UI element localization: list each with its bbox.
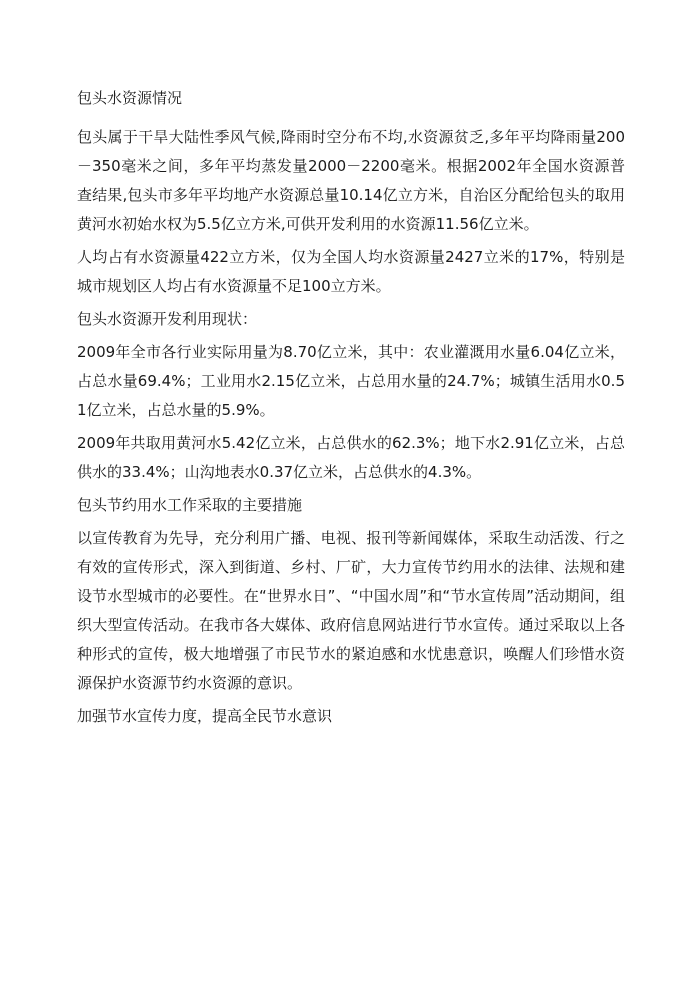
section-heading-utilization: 包头水资源开发利用现状： [77,310,258,328]
paragraph-climate-rainfall: 包头属于干旱大陆性季风气候,降雨时空分布不均,水资源贫乏,多年平均降雨量200－350毫米之间，多年平均蒸发量2000－2200毫米。根据2002年全国水资源普查结果,包头市多年平均地产水资源总量10.14亿立方米，自治区分配给包头的取用黄河水初始水权为5.5亿立方米,可供开发利用的水资源11.56亿立米。 [77,128,625,233]
paragraph-publicity: 以宣传教育为先导，充分利用广播、电视、报刊等新闻媒体，采取生动活泼、行之有效的宣传形式，深入到街道、乡村、厂矿，大力宣传节约用水的法律、法规和建设节水型城市的必要性。在“世界水日”、“中国水周”和“节水宣传周”活动期间，组织大型宣传活动。在我市各大媒体、政府信息网站进行节水宣传。通过采取以上各种形式的宣传，极大地增强了市民节水的紧迫感和水忧患意识，唤醒人们珍惜水资源保护水资源节约水资源的意识。 [77,529,625,692]
paragraph-per-capita-water: 人均占有水资源量422立方米，仅为全国人均水资源量2427立米的17%，特别是城市规划区人均占有水资源量不足100立方米。 [77,248,625,295]
paragraph-2009-supply: 2009年共取用黄河水5.42亿立米，占总供水的62.3%；地下水2.91亿立米，占总供水的33.4%；山沟地表水0.37亿立米，占总供水的4.3%。 [77,434,625,481]
paragraph-awareness: 加强节水宣传力度，提高全民节水意识 [77,707,333,725]
document-title: 包头水资源情况 [77,89,183,107]
section-heading-measures: 包头节约用水工作采取的主要措施 [77,496,303,514]
document-body [77,84,625,735]
paragraph-2009-usage: 2009年全市各行业实际用量为8.70亿立米，其中：农业灌溉用水量6.04亿立米，占总水量69.4%；工业用水2.15亿立米，占总用水量的24.7%；城镇生活用水0.51亿立米，占总水量的5.9%。 [77,343,625,419]
